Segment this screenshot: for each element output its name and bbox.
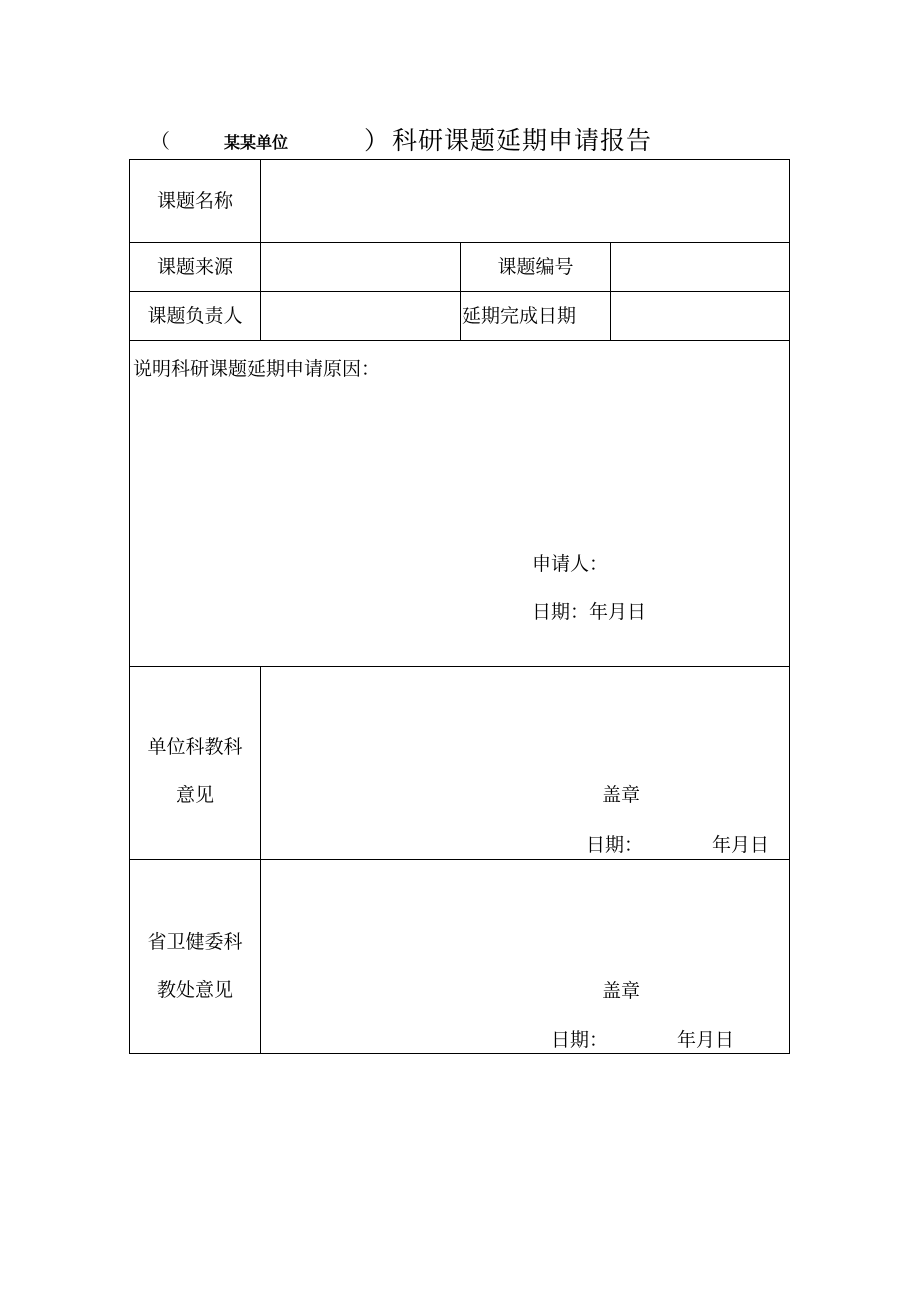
column-divider [460, 242, 461, 340]
extended-date-field[interactable] [611, 292, 789, 339]
prov-opinion-label-line1: 省卫健委科 [147, 931, 243, 953]
title-paren-open: （ [150, 129, 170, 153]
title-paren-close: ） [364, 126, 390, 155]
reason-label: 说明科研课题延期申请原因： [133, 358, 381, 380]
row-divider [130, 340, 789, 341]
dept-seal-label: 盖章 [602, 784, 641, 806]
unit-name-field[interactable]: 某某单位 [224, 133, 289, 152]
topic-source-label: 课题来源 [156, 256, 233, 278]
topic-name-field[interactable] [261, 161, 789, 241]
title-text: 科研课题延期申请报告 [392, 126, 653, 155]
prov-date-ymd: 年月日 [677, 1029, 735, 1051]
dept-opinion-field[interactable] [261, 667, 789, 777]
prov-date-label: 日期： [551, 1029, 609, 1051]
application-form-table [129, 159, 790, 1054]
topic-number-label: 课题编号 [497, 256, 574, 278]
topic-number-field[interactable] [611, 243, 789, 290]
applicant-date: 日期：年月日 [532, 601, 647, 623]
applicant-label: 申请人： [532, 553, 609, 575]
dept-date-ymd: 年月日 [712, 834, 770, 856]
prov-opinion-field[interactable] [261, 860, 789, 975]
extended-date-label: 延期完成日期 [462, 305, 577, 327]
dept-date-label: 日期： [586, 834, 644, 856]
topic-leader-field[interactable] [261, 292, 459, 339]
reason-textarea[interactable] [131, 385, 789, 555]
topic-source-field[interactable] [261, 243, 459, 290]
prov-opinion-label-line2: 教处意见 [156, 979, 233, 1001]
prov-seal-label: 盖章 [602, 980, 641, 1002]
dept-opinion-label-line1: 单位科教科 [147, 736, 243, 758]
topic-name-label: 课题名称 [156, 190, 233, 212]
topic-leader-label: 课题负责人 [147, 305, 243, 327]
dept-opinion-label-line2: 意见 [175, 784, 214, 806]
